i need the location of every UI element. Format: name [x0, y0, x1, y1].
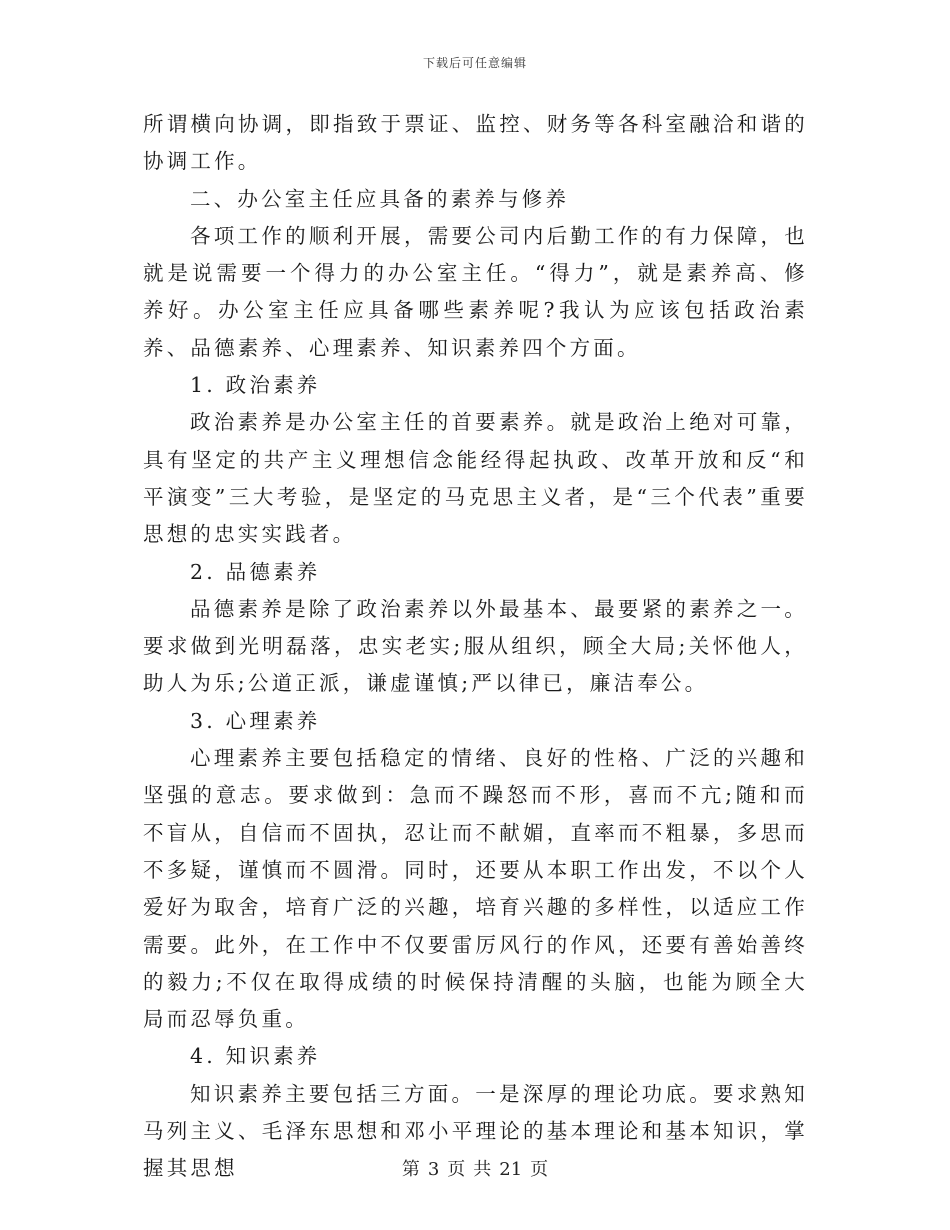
paragraph: 各项工作的顺利开展，需要公司内后勤工作的有力保障，也就是说需要一个得力的办公室主任。“得力”，就是素养高、修养好。办公室主任应具备哪些素养呢?我认为应该包括政治素养、品德素养、心理素养、知识素养四个方面。	[143, 223, 808, 360]
section-heading: 二、办公室主任应具备的素养与修养	[190, 186, 570, 211]
current-page-number: 3	[427, 1159, 440, 1180]
footer-total-unit: 页	[530, 1159, 549, 1180]
total-pages-number: 21	[499, 1159, 523, 1180]
subsection-heading: 4. 知识素养	[190, 1044, 321, 1069]
footer-prefix: 第	[401, 1159, 420, 1180]
subsection-heading: 3. 心理素养	[190, 708, 321, 733]
paragraph: 心理素养主要包括稳定的情绪、良好的性格、广泛的兴趣和坚强的意志。要求做到：急而不躁怒而不形，喜而不亢;随和而不盲从，自信而不固执，忍让而不献媚，直率而不粗暴，多思而不多疑，谨慎而不圆滑。同时，还要从本职工作出发，不以个人爱好为取舍，培育广泛的兴趣，培育兴趣的多样性，以适应工作需要。此外，在工作中不仅要雷厉风行的作风，还要有善始善终的毅力;不仅在取得成绩的时候保持清醒的头脑，也能为顾全大局而忍辱负重。	[143, 746, 808, 1032]
paragraph: 政治素养是办公室主任的首要素养。就是政治上绝对可靠，具有坚定的共产主义理想信念能经得起执政、改革开放和反“和平演变”三大考验，是坚定的马克思主义者，是“三个代表”重要思想的忠实实践者。	[143, 410, 808, 547]
page-header: 下载后可任意编辑	[422, 56, 527, 70]
page-footer	[0, 1155, 950, 1181]
document-body	[143, 106, 808, 1188]
subsection-heading: 1. 政治素养	[190, 373, 321, 398]
subsection-heading: 2. 品德素养	[190, 559, 321, 584]
paragraph: 知识素养主要包括三方面。一是深厚的理论功底。要求熟知马列主义、毛泽东思想和邓小平理论的基本理论和基本知识，掌握其思想	[143, 1081, 808, 1181]
footer-page-unit: 页	[447, 1159, 466, 1180]
paragraph: 所谓横向协调，即指致于票证、监控、财务等各科室融洽和谐的协调工作。	[143, 112, 808, 174]
footer-total-label: 共	[473, 1159, 492, 1180]
paragraph: 品德素养是除了政治素养以外最基本、最要紧的素养之一。要求做到光明磊落，忠实老实;服从组织，顾全大局;关怀他人，助人为乐;公道正派，谦虚谨慎;严以律已，廉洁奉公。	[143, 596, 808, 696]
